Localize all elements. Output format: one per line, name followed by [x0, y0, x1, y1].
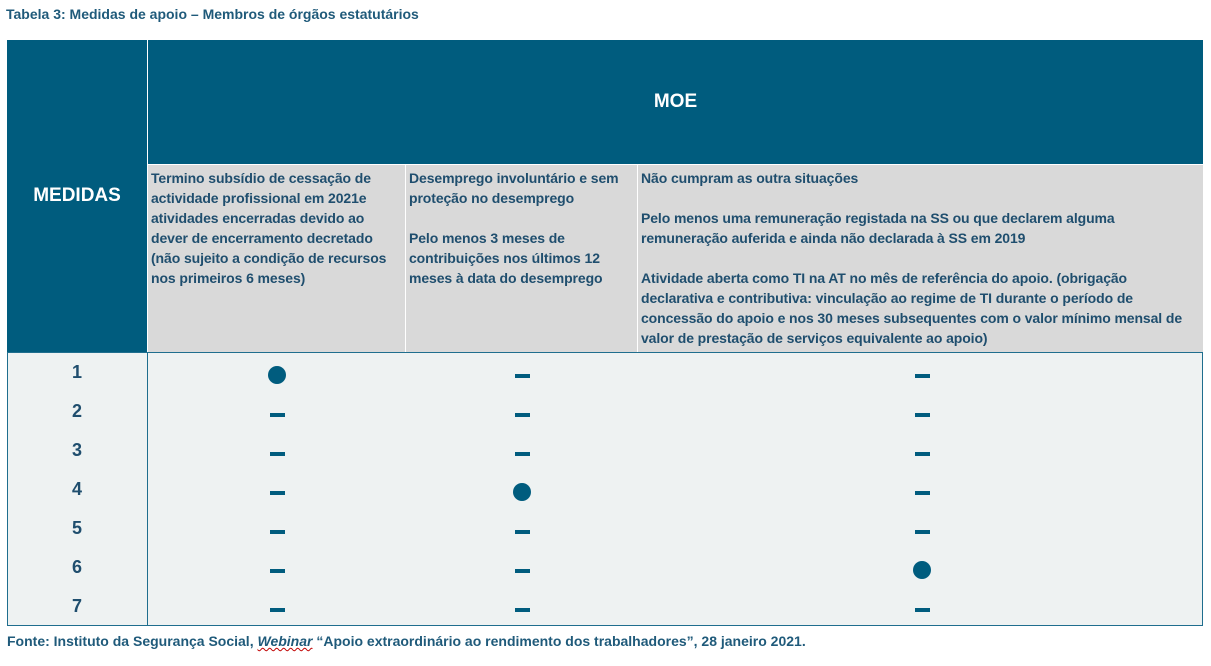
- dash-marker: [270, 491, 285, 495]
- dash-marker: [270, 569, 285, 573]
- row-label: 5: [71, 518, 82, 538]
- table-body: [7, 352, 1203, 626]
- medidas-header: MEDIDAS: [7, 40, 147, 352]
- column-divider: [147, 352, 148, 626]
- source-prefix: Fonte: Instituto da Segurança Social,: [7, 633, 258, 649]
- dash-marker: [270, 452, 285, 456]
- column-3-para-3: Atividade aberta como TI na AT no mês de referência do apoio. (obrigação declarativa e contributiva: vinculação ao regime de TI durante o período de concessão do apoio e nos 30 meses subsequentes com o valor mínimo mensal de valor de prestação de serviços equivalente ao apoio): [641, 270, 1183, 346]
- column-2-para-2: Pelo menos 3 meses de contribuições nos últimos 12 meses à data do desemprego: [409, 230, 603, 286]
- row-label: 6: [71, 557, 82, 577]
- row-label: 1: [71, 362, 82, 382]
- dash-marker: [515, 608, 530, 612]
- dot-marker: [513, 483, 531, 501]
- column-header-1: [148, 165, 405, 352]
- column-3-para-2: Pelo menos uma remuneração registada na SS ou que declarem alguma remuneração auferida e ainda não declarada à SS em 2019: [641, 210, 1115, 246]
- row-label: 4: [71, 479, 82, 499]
- dash-marker: [270, 608, 285, 612]
- moe-header: MOE: [148, 40, 1203, 164]
- dash-marker: [915, 374, 930, 378]
- source-note: [7, 633, 806, 649]
- dash-marker: [915, 530, 930, 534]
- source-suffix: “Apoio extraordinário ao rendimento dos trabalhadores”, 28 janeiro 2021.: [312, 633, 806, 649]
- measures-table: [7, 40, 1203, 626]
- source-webinar: Webinar: [257, 633, 313, 649]
- dash-marker: [915, 413, 930, 417]
- dash-marker: [515, 452, 530, 456]
- dash-marker: [915, 452, 930, 456]
- dash-marker: [515, 569, 530, 573]
- dot-marker: [913, 561, 931, 579]
- row-label: 3: [71, 440, 82, 460]
- table-title: Tabela 3: Medidas de apoio – Membros de órgãos estatutários: [6, 6, 419, 22]
- column-2-para-1: Desemprego involuntário e sem proteção no desemprego: [409, 170, 619, 206]
- dot-marker: [268, 366, 286, 384]
- dash-marker: [515, 413, 530, 417]
- column-header-2: [406, 165, 637, 352]
- column-3-para-1: Não cumpram as outra situações: [641, 170, 859, 186]
- column-header-3: [638, 165, 1203, 352]
- dash-marker: [915, 608, 930, 612]
- dash-marker: [515, 530, 530, 534]
- column-1-text: Termino subsídio de cessação de actividade profissional em 2021e atividades encerradas devido ao dever de encerramento decretado (não sujeito a condição de recursos nos primeiros 6 meses): [151, 170, 387, 286]
- row-label: 2: [71, 401, 82, 421]
- dash-marker: [915, 491, 930, 495]
- dash-marker: [515, 374, 530, 378]
- dash-marker: [270, 413, 285, 417]
- dash-marker: [270, 530, 285, 534]
- row-label: 7: [71, 596, 82, 616]
